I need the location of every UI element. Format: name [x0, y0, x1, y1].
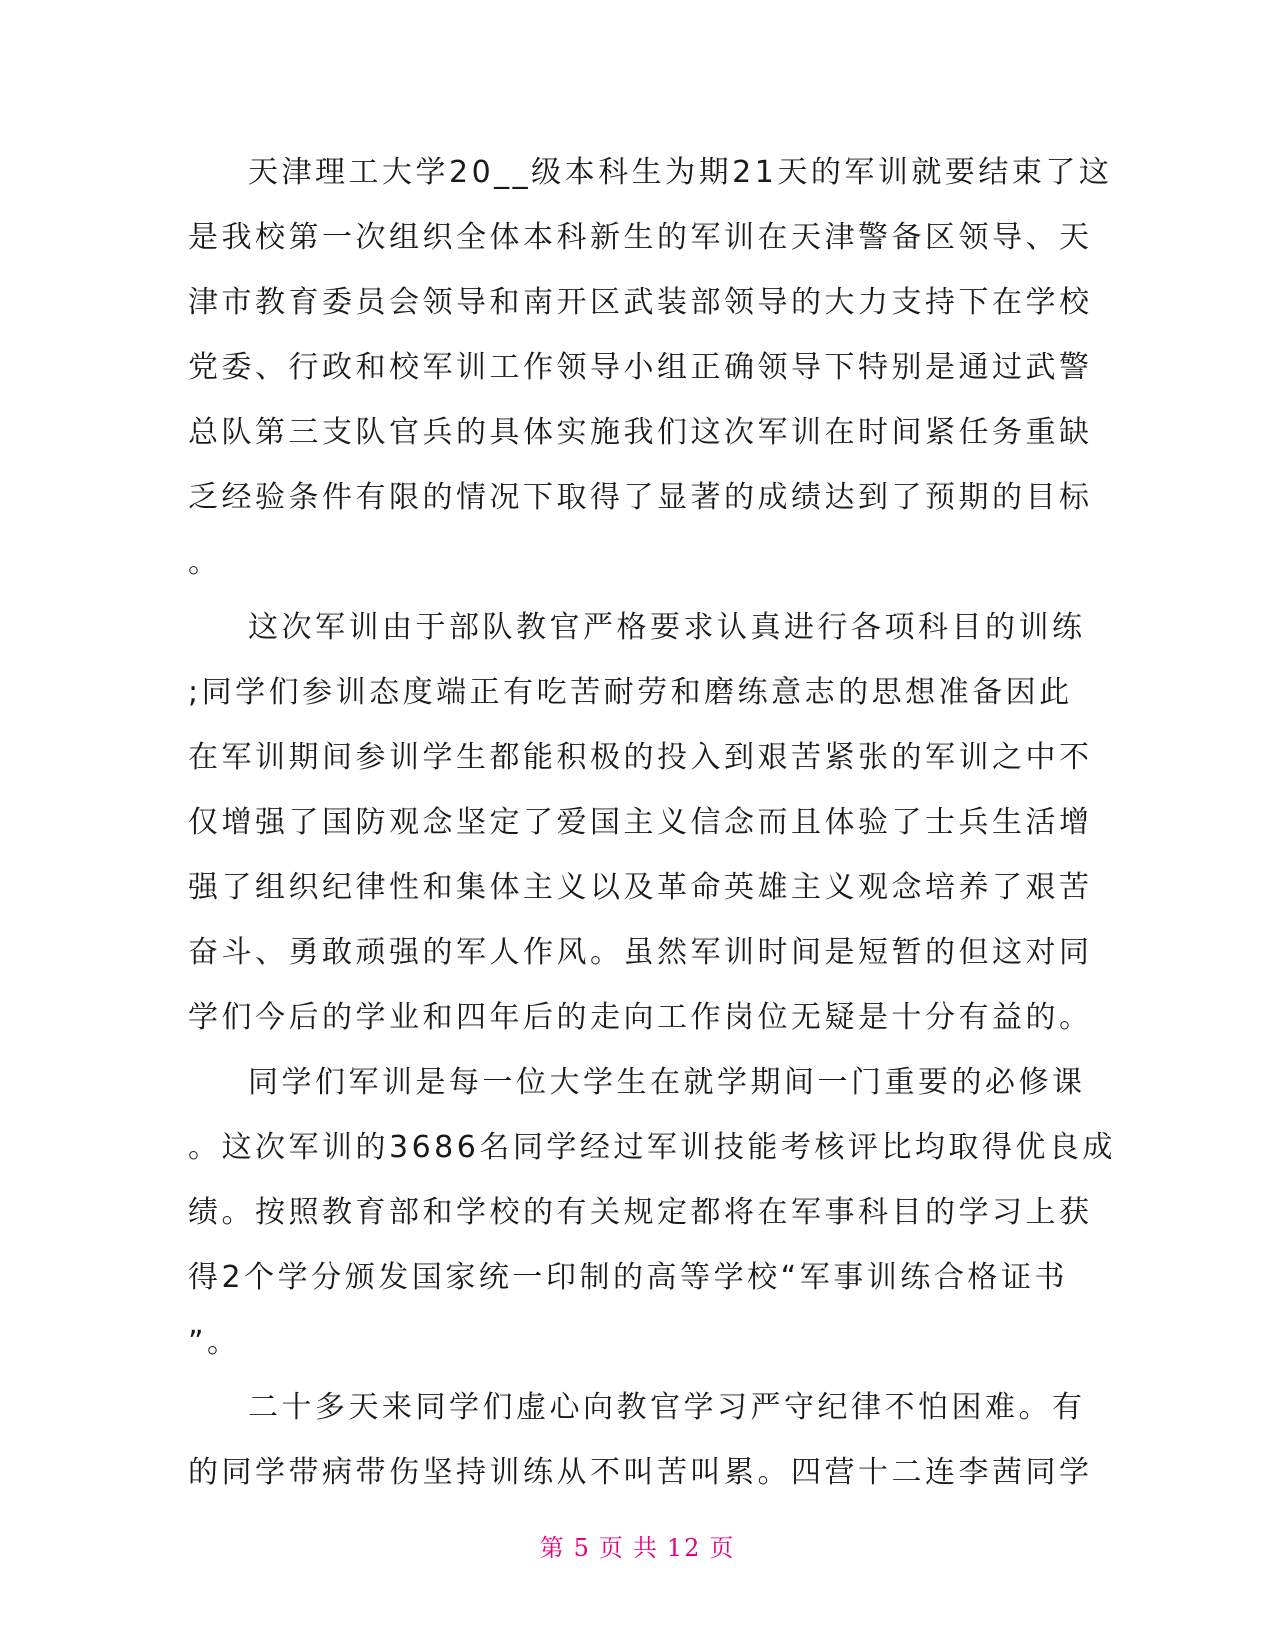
paragraph-line: 在军训期间参训学生都能积极的投入到艰苦紧张的军训之中不: [188, 740, 1093, 775]
document-body: [188, 140, 1116, 1505]
paragraph-1: [188, 140, 1113, 595]
paragraph-line: 学们今后的学业和四年后的走向工作岗位无疑是十分有益的。: [188, 1000, 1093, 1035]
paragraph-line: 是我校第一次组织全体本科新生的军训在天津警备区领导、天: [188, 220, 1093, 255]
paragraph-line: 得2个学分颁发国家统一印制的高等学校“军事训练合格证书: [188, 1260, 1068, 1295]
paragraph-line: 总队第三支队官兵的具体实施我们这次军训在时间紧任务重缺: [188, 415, 1093, 450]
paragraph-line: 。这次军训的3686名同学经过军训技能考核评比均取得优良成: [188, 1130, 1116, 1165]
footer-prefix: 第: [539, 1534, 566, 1562]
paragraph-line: 强了组织纪律性和集体主义以及革命英雄主义观念培养了艰苦: [188, 870, 1093, 905]
footer-total-pages: 12: [666, 1534, 702, 1562]
paragraph-line: 二十多天来同学们虚心向教官学习严守纪律不怕困难。有: [248, 1390, 1086, 1425]
footer-total-label: 共: [632, 1534, 659, 1562]
paragraph-line: 奋斗、勇敢顽强的军人作风。虽然军训时间是短暂的但这对同: [188, 935, 1093, 970]
paragraph-line: 。: [188, 545, 222, 580]
paragraph-line: 绩。按照教育部和学校的有关规定都将在军事科目的学习上获: [188, 1195, 1093, 1230]
paragraph-line: 仅增强了国防观念坚定了爱国主义信念而且体验了士兵生活增: [188, 805, 1093, 840]
paragraph-line: 天津理工大学20__级本科生为期21天的军训就要结束了这: [248, 155, 1113, 190]
footer-page-unit: 页: [598, 1534, 625, 1562]
paragraph-line: 党委、行政和校军训工作领导小组正确领导下特别是通过武警: [188, 350, 1093, 385]
footer-suffix: 页: [709, 1534, 736, 1562]
paragraph-line: 这次军训由于部队教官严格要求认真进行各项科目的训练: [248, 610, 1086, 645]
paragraph-line: ”。: [188, 1325, 241, 1360]
paragraph-line: 乏经验条件有限的情况下取得了显著的成绩达到了预期的目标: [188, 480, 1093, 515]
paragraph-line: 同学们军训是每一位大学生在就学期间一门重要的必修课: [248, 1065, 1086, 1100]
paragraph-4: [188, 1375, 1093, 1505]
footer-current-page: 5: [573, 1534, 591, 1562]
paragraph-line: ;同学们参训态度端正有吃苦耐劳和磨练意志的思想准备因此: [188, 675, 1073, 710]
paragraph-3: [188, 1050, 1116, 1375]
paragraph-line: 津市教育委员会领导和南开区武装部领导的大力支持下在学校: [188, 285, 1093, 320]
page-footer: [0, 1528, 1275, 1563]
paragraph-line: 的同学带病带伤坚持训练从不叫苦叫累。四营十二连李茜同学: [188, 1455, 1093, 1490]
paragraph-2: [188, 595, 1093, 1050]
